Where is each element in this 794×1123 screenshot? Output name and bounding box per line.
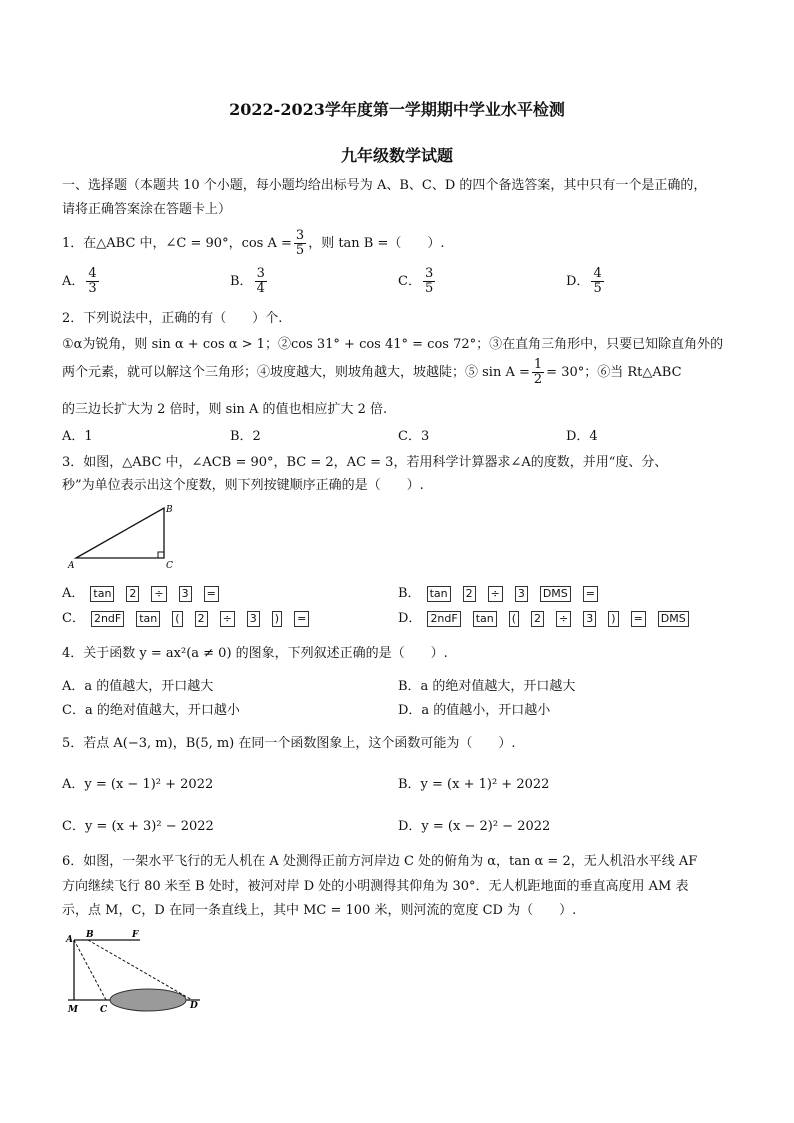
q2-line3: 的三边长扩大为 2 倍时，则 sin A 的值也相应扩大 2 倍. (62, 402, 388, 417)
q5-option-b[interactable]: B．y = (x + 1)² + 2022 (398, 777, 550, 792)
q5-option-c[interactable]: C．y = (x + 3)² − 2022 (62, 819, 214, 834)
q2-line2: 两个元素，就可以解这个三角形；④坡度越大，则坡角越大，坡越陡；⑤ sin A = $\frac{1}{2}$ = 30°；⑥当 Rt△ABC (62, 357, 682, 387)
q6-line2: 方向继续飞行 80 米至 B 处时，被河对岸 D 处的小明测得其仰角为 30°．无人机距地面的垂直高度用 AM 表 (62, 879, 689, 894)
q4-option-d[interactable]: D．a 的值越小，开口越小 (398, 703, 551, 718)
q2-option-d[interactable]: D．4 (566, 429, 598, 444)
q5-stem: 5．若点 A(−3, m)，B(5, m) 在同一个函数图象上，这个函数可能为（ ）. (62, 736, 516, 751)
q6-label-a: A (66, 935, 73, 945)
q4-option-c[interactable]: C．a 的绝对值越大，开口越小 (62, 703, 240, 718)
q5-option-d[interactable]: D．y = (x − 2)² − 2022 (398, 819, 551, 834)
q3-option-c[interactable]: C． 2ndF tan ( 2 ÷ 3 ) = (62, 607, 321, 627)
q6-label-f: F (132, 930, 139, 940)
page-title: 2022-2023学年度第一学期期中学业水平检测 (229, 100, 565, 119)
q4-option-a[interactable]: A．a 的值越大，开口越大 (62, 679, 214, 694)
q6-label-b: B (86, 930, 94, 940)
page-subtitle: 九年级数学试题 (340, 146, 453, 165)
q3-triangle-figure (66, 500, 186, 570)
q2-option-b[interactable]: B．2 (230, 429, 261, 444)
q2-option-c[interactable]: C．3 (398, 429, 430, 444)
q1-option-d[interactable]: D． $\frac{4}{5}$ (566, 266, 602, 296)
q3-line1: 3．如图，△ABC 中，∠ACB = 90°，BC = 2，AC = 3，若用科学计算器求∠A的度数，并用“度、分、 (62, 455, 668, 470)
q3-option-b[interactable]: B． tan 2 ÷ 3 DMS = (398, 582, 610, 602)
q5-option-a[interactable]: A．y = (x − 1)² + 2022 (62, 777, 214, 792)
q4-stem: 4．关于函数 y = ax²(a ≠ 0) 的图象，下列叙述正确的是（ ）. (62, 646, 448, 661)
q3-line2: 秒”为单位表示出这个度数，则下列按键顺序正确的是（ ）. (62, 478, 424, 493)
q1-option-b[interactable]: B． $\frac{3}{4}$ (230, 266, 265, 296)
q1-stem: 1．在△ABC 中，∠C = 90°，cos A = $\frac{3}{5}$ ，则 tan B =（ ）. (62, 228, 445, 258)
q6-line3: 示，点 M，C，D 在同一条直线上，其中 MC = 100 米，则河流的宽度 CD 为（ ）. (62, 903, 577, 918)
q6-label-d: D (190, 1001, 198, 1011)
q3-label-a: A (68, 561, 75, 570)
q6-drone-figure (62, 928, 212, 1018)
q2-option-a[interactable]: A．1 (62, 429, 93, 444)
q3-label-c: C (166, 561, 173, 570)
q6-label-c: C (100, 1005, 108, 1015)
q6-label-m: M (68, 1005, 78, 1015)
q2-stem: 2．下列说法中，正确的有（ ）个. (62, 311, 283, 326)
q2-line1: ①α为锐角，则 sin α + cos α > 1；②cos 31° + cos 41° = cos 72°；③在直角三角形中，只要已知除直角外的 (62, 337, 724, 352)
section-heading-line2: 请将正确答案涂在答题卡上） (62, 202, 232, 217)
q3-label-b: B (166, 505, 173, 515)
q3-option-a[interactable]: A． tan 2 ÷ 3 = (62, 582, 231, 602)
q1-option-a[interactable]: A． $\frac{4}{3}$ (62, 266, 97, 296)
q6-line1: 6．如图，一架水平飞行的无人机在 A 处测得正前方河岸边 C 处的俯角为 α，tan α = 2，无人机沿水平线 AF (62, 854, 698, 869)
q3-option-d[interactable]: D． 2ndF tan ( 2 ÷ 3 ) = DMS (398, 607, 701, 627)
section-heading-line1: 一、选择题（本题共 10 个小题，每小题均给出标号为 A、B、C、D 的四个备选答案，其中只有一个是正确的， (62, 178, 707, 193)
q4-option-b[interactable]: B．a 的绝对值越大，开口越大 (398, 679, 576, 694)
q1-option-c[interactable]: C． $\frac{3}{5}$ (398, 266, 434, 296)
